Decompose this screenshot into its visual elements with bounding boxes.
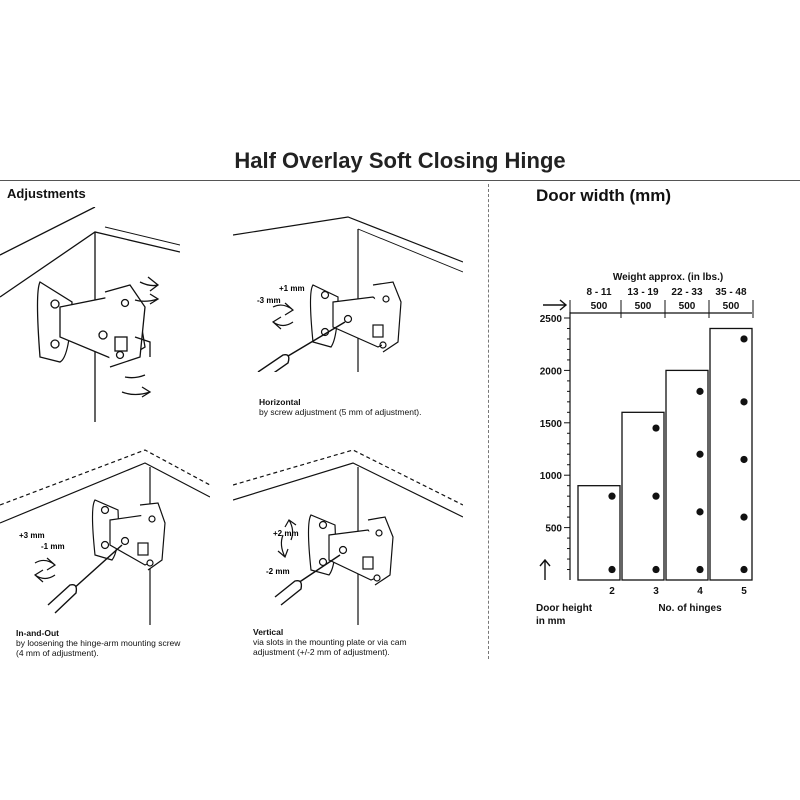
vertical-plus-label: +2 mm <box>273 529 299 538</box>
door-height-arrow-icon <box>540 560 550 580</box>
hinge-dot <box>740 456 747 463</box>
y-tick-label: 1000 <box>539 471 562 483</box>
hinge-side-view-illustration <box>0 207 180 422</box>
hinge-in-and-out-illustration <box>0 445 210 625</box>
door-width-label: 500 <box>722 301 740 312</box>
hinge-chart <box>488 260 778 640</box>
hinge-dot <box>740 335 747 342</box>
weight-range-label: 8 - 11 <box>586 287 612 298</box>
page-title: Half Overlay Soft Closing Hinge <box>234 148 566 173</box>
y-tick-label: 2000 <box>539 366 562 378</box>
y-axis-label-line2: in mm <box>536 616 566 627</box>
vertical-title: Vertical <box>253 627 284 637</box>
in-and-out-desc-2: (4 mm of adjustment). <box>16 648 99 658</box>
x-tick-label: 5 <box>741 586 747 597</box>
weight-range-label: 22 - 33 <box>671 287 703 298</box>
in-out-plus-label: +3 mm <box>19 531 45 540</box>
horizontal-minus-label: -3 mm <box>257 296 281 305</box>
vertical-desc-2: adjustment (+/-2 mm of adjustment). <box>253 647 390 657</box>
bar-2-hinges <box>578 486 620 580</box>
door-width-label: 500 <box>634 301 652 312</box>
hinge-dot <box>696 508 703 515</box>
x-tick-label: 2 <box>609 586 615 597</box>
weight-range-label: 35 - 48 <box>715 287 747 298</box>
title-divider <box>0 180 800 181</box>
x-axis-label: No. of hinges <box>658 603 722 614</box>
y-tick-label: 2500 <box>539 314 562 325</box>
door-width-label: 500 <box>678 301 696 312</box>
hinge-dot <box>696 566 703 573</box>
chart-title: Weight approx. (in lbs.) <box>612 272 724 283</box>
hinge-dot <box>740 398 747 405</box>
in-and-out-title: In-and-Out <box>16 628 59 638</box>
vertical-minus-label: -2 mm <box>266 567 290 576</box>
y-axis-label-line1: Door height <box>536 603 593 614</box>
hinge-dot <box>740 514 747 521</box>
vertical-desc-1: via slots in the mounting plate or via cam <box>253 637 407 647</box>
hinge-dot <box>740 566 747 573</box>
bar-5-hinges <box>710 328 752 580</box>
horizontal-plus-label: +1 mm <box>279 284 305 293</box>
horizontal-title: Horizontal <box>259 397 301 407</box>
y-tick-label: 500 <box>545 523 562 535</box>
hinge-dot <box>608 566 615 573</box>
horizontal-desc: by screw adjustment (5 mm of adjustment). <box>259 407 422 417</box>
hinge-dot <box>696 451 703 458</box>
hinge-horizontal-illustration <box>233 207 463 372</box>
hinge-dot <box>652 493 659 500</box>
x-tick-label: 4 <box>697 586 703 597</box>
horizontal-caption <box>259 397 422 417</box>
hinge-vertical-illustration <box>233 445 463 625</box>
hinge-dot <box>652 566 659 573</box>
hinge-dot <box>652 424 659 431</box>
hinge-dot <box>696 388 703 395</box>
weight-range-label: 13 - 19 <box>627 287 659 298</box>
x-tick-label: 3 <box>653 586 659 597</box>
in-and-out-desc-1: by loosening the hinge-arm mounting screw <box>16 638 181 648</box>
bar-4-hinges <box>666 370 708 580</box>
adjustments-heading: Adjustments <box>7 186 86 201</box>
door-width-arrow-icon <box>543 300 566 310</box>
in-and-out-caption <box>16 628 180 658</box>
hinge-dot <box>608 493 615 500</box>
y-tick-label: 1500 <box>539 418 562 430</box>
in-out-minus-label: -1 mm <box>41 542 65 551</box>
vertical-caption <box>253 627 407 657</box>
door-width-label: 500 <box>590 301 608 312</box>
door-width-heading: Door width (mm) <box>536 186 672 205</box>
